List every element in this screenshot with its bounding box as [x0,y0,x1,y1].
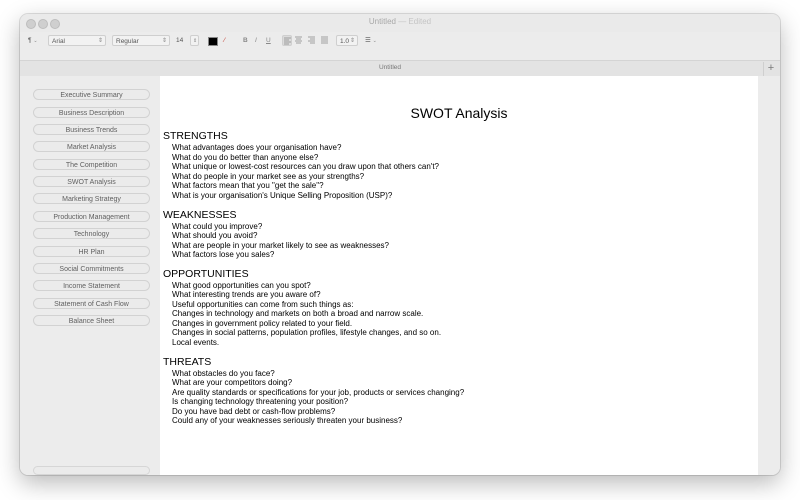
font-size-stepper[interactable] [190,35,199,46]
new-tab-button[interactable]: + [763,62,778,76]
text-line: What factors mean that you "get the sale"? [172,181,324,190]
sidebar-item-production-management[interactable]: Production Management [33,211,150,222]
sidebar-item-balance-sheet[interactable]: Balance Sheet [33,315,150,326]
text-line: What do you do better than anyone else? [172,152,319,162]
sidebar-item-income-statement[interactable]: Income Statement [33,280,150,291]
chevron-updown-icon: ⇕ [193,38,198,44]
align-left-button[interactable] [282,35,292,46]
align-justify-icon [320,35,329,44]
font-family-value: Arial [52,38,66,45]
text-line: What are people in your market likely to see as weaknesses? [172,240,389,250]
text-line: Useful opportunities can come from such things as: [172,299,354,309]
chevron-updown-icon: ⇕ [349,38,355,44]
window-title [20,17,780,26]
align-left-icon [283,36,292,45]
window-title-edited: — Edited [395,17,432,26]
chevron-down-icon: ⌄ [372,38,377,44]
text-line: What could you improve? [172,221,263,231]
sidebar-item-hr-plan[interactable]: HR Plan [33,246,150,257]
list-icon: ☰ [365,37,371,44]
section-heading-weaknesses: WEAKNESSES [163,209,237,221]
text-line: Changes in social patterns, population profiles, lifestyle changes, and so on. [172,328,442,337]
sidebar-item-statement-of-cash-flow[interactable]: Statement of Cash Flow [33,298,150,309]
sidebar-item-the-competition[interactable]: The Competition [33,159,150,170]
underline-label: U [266,37,271,44]
text-line: Are quality standards or specifications for your job, products or services changing? [172,387,465,397]
chevron-updown-icon: ⇕ [97,38,103,44]
sidebar-item-business-trends[interactable]: Business Trends [33,124,150,135]
sidebar-item-technology[interactable]: Technology [33,228,150,239]
italic-label: I [255,37,257,44]
text-line: What is your organisation's Unique Selling Proposition (USP)? [172,190,393,200]
align-center-button[interactable] [294,35,304,46]
section-heading-strengths: STRENGTHS [163,130,228,142]
chevron-updown-icon: ⇕ [161,38,167,44]
text-line: Is changing technology threatening your position? [172,397,349,406]
line-spacing-dropdown[interactable] [336,35,358,46]
align-right-icon [307,35,316,44]
list-style-dropdown[interactable] [365,35,383,46]
paragraph-style-label: ¶ [28,37,32,44]
document-tab[interactable]: Untitled [378,64,402,71]
text-line: What factors lose you sales? [172,250,275,259]
italic-button[interactable] [255,35,263,46]
text-line: What are your competitors doing? [172,378,293,387]
section-heading-threats: THREATS [163,356,212,368]
align-justify-button[interactable] [320,35,330,46]
sidebar-item-marketing-strategy[interactable]: Marketing Strategy [33,193,150,204]
text-line: Changes in technology and markets on both a broad and narrow scale. [172,309,424,318]
text-line: Changes in government policy related to your field. [172,318,353,328]
font-size-value: 14 [176,37,184,44]
document-title: SWOT Analysis [410,105,508,121]
align-right-button[interactable] [307,35,317,46]
font-size-field[interactable] [176,35,190,46]
font-style-dropdown[interactable] [112,35,170,46]
bold-button[interactable] [243,35,251,46]
format-toolbar [20,32,780,60]
text-line: What good opportunities can you spot? [172,280,311,290]
sidebar-item-executive-summary[interactable]: Executive Summary [33,89,150,100]
underline-button[interactable] [266,35,274,46]
vertical-scrollbar[interactable] [758,76,780,475]
sidebar-item-swot-analysis[interactable]: SWOT Analysis [33,176,150,187]
sidebar-item-business-description[interactable]: Business Description [33,107,150,118]
sidebar-item-market-analysis[interactable]: Market Analysis [33,141,150,152]
document-editor[interactable] [160,76,758,475]
highlight-slash-icon: ⁄ [224,37,226,44]
window-title-name: Untitled [368,17,396,26]
text-line: Could any of your weaknesses seriously threaten your business? [172,416,403,425]
text-line: What advantages does your organisation have? [172,143,342,152]
sidebar-add-field[interactable] [33,466,150,475]
line-spacing-value: 1.0 [340,38,350,45]
text-line: What unique or lowest-cost resources can you draw upon that others can't? [172,162,440,171]
paragraph-style-dropdown[interactable] [28,35,42,46]
text-line: Do you have bad debt or cash-flow problems? [172,406,336,416]
text-line: Local events. [172,337,220,347]
sidebar-item-social-commitments[interactable]: Social Commitments [33,263,150,274]
highlight-color-button[interactable] [224,35,234,46]
sidebar [20,76,160,475]
text-line: What interesting trends are you aware of? [172,290,321,299]
text-line: What obstacles do you face? [172,368,275,378]
chevron-down-icon: ⌄ [33,38,38,44]
bold-label: B [243,37,248,44]
app-window [20,14,780,475]
text-color-swatch[interactable] [208,37,218,46]
font-style-value: Regular [116,38,139,45]
font-family-dropdown[interactable] [48,35,106,46]
text-line: What do people in your market see as your strengths? [172,171,365,181]
align-center-icon [294,35,303,44]
section-heading-opportunities: OPPORTUNITIES [163,268,249,280]
title-bar [20,14,780,32]
text-line: What should you avoid? [172,231,258,240]
